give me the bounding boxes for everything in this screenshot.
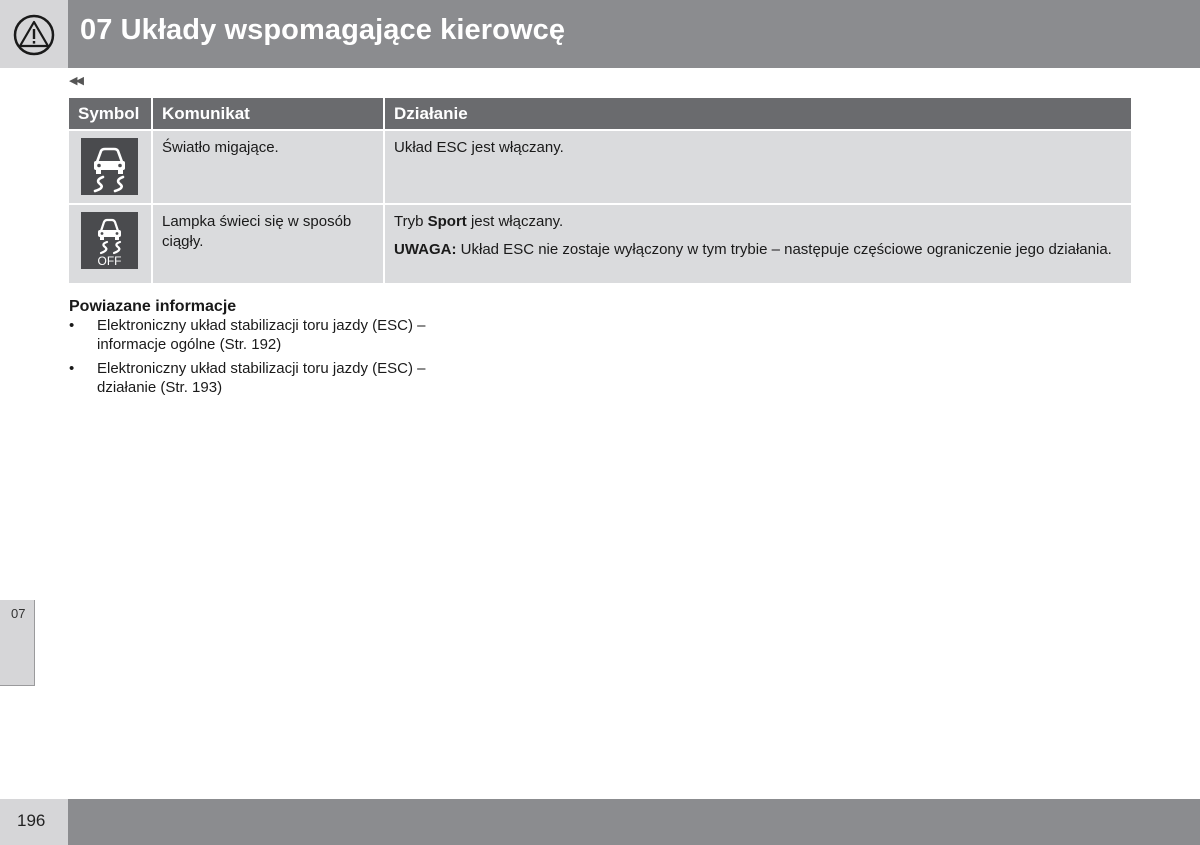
column-header-symbol: Symbol bbox=[69, 98, 152, 130]
continued-arrow-icon: ◀◀ bbox=[69, 75, 82, 87]
action-suffix: jest włączany. bbox=[466, 213, 564, 230]
list-item[interactable] bbox=[69, 359, 429, 397]
symbol-message-table bbox=[69, 98, 1131, 285]
action-cell bbox=[384, 204, 1131, 284]
message-cell bbox=[152, 204, 384, 284]
message-text: Światło migające. bbox=[162, 139, 279, 156]
message-text: Lampka świeci się w sposób ciągły. bbox=[162, 213, 352, 250]
symbol-cell bbox=[69, 204, 152, 284]
chapter-number: 07 bbox=[11, 606, 26, 621]
esc-off-icon bbox=[81, 212, 138, 269]
page-title: 07 Układy wspomagające kierowcę bbox=[80, 14, 566, 46]
symbol-cell bbox=[69, 130, 152, 204]
column-header-message: Komunikat bbox=[152, 98, 384, 130]
table-header-row bbox=[69, 98, 1131, 130]
note-text bbox=[394, 240, 1122, 260]
related-list bbox=[69, 316, 429, 397]
action-text bbox=[394, 212, 1122, 232]
page-number-box bbox=[0, 799, 68, 845]
table-row bbox=[69, 204, 1131, 284]
header-icon-box bbox=[0, 0, 68, 68]
esc-off-label: OFF bbox=[97, 254, 122, 268]
related-heading: Powiazane informacje bbox=[69, 298, 237, 315]
note-label: UWAGA: bbox=[394, 241, 457, 258]
message-cell bbox=[152, 130, 384, 204]
related-link-text: Elektroniczny układ stabilizacji toru jazdy (ESC) – działanie (Str. 193) bbox=[97, 360, 426, 396]
table-row bbox=[69, 130, 1131, 204]
column-header-action: Działanie bbox=[384, 98, 1131, 130]
footer-bar bbox=[68, 799, 1200, 845]
note-body: Układ ESC nie zostaje wyłączony w tym trybie – następuje częściowe ograniczenie jego działania. bbox=[456, 241, 1112, 258]
sport-mode-label: Sport bbox=[427, 213, 467, 230]
warning-triangle-icon bbox=[13, 14, 55, 56]
header-bar bbox=[68, 0, 1200, 68]
list-item[interactable] bbox=[69, 316, 429, 354]
esc-icon bbox=[81, 138, 138, 195]
chapter-tab bbox=[0, 600, 35, 686]
action-text: Układ ESC jest włączany. bbox=[394, 139, 564, 156]
bullet-icon: • bbox=[69, 317, 75, 334]
related-link-text: Elektroniczny układ stabilizacji toru jazdy (ESC) – informacje ogólne (Str. 192) bbox=[97, 317, 426, 353]
action-prefix: Tryb bbox=[394, 213, 428, 230]
action-cell bbox=[384, 130, 1131, 204]
bullet-icon: • bbox=[69, 360, 75, 377]
page-number: 196 bbox=[17, 811, 46, 830]
related-info-section bbox=[69, 298, 429, 402]
